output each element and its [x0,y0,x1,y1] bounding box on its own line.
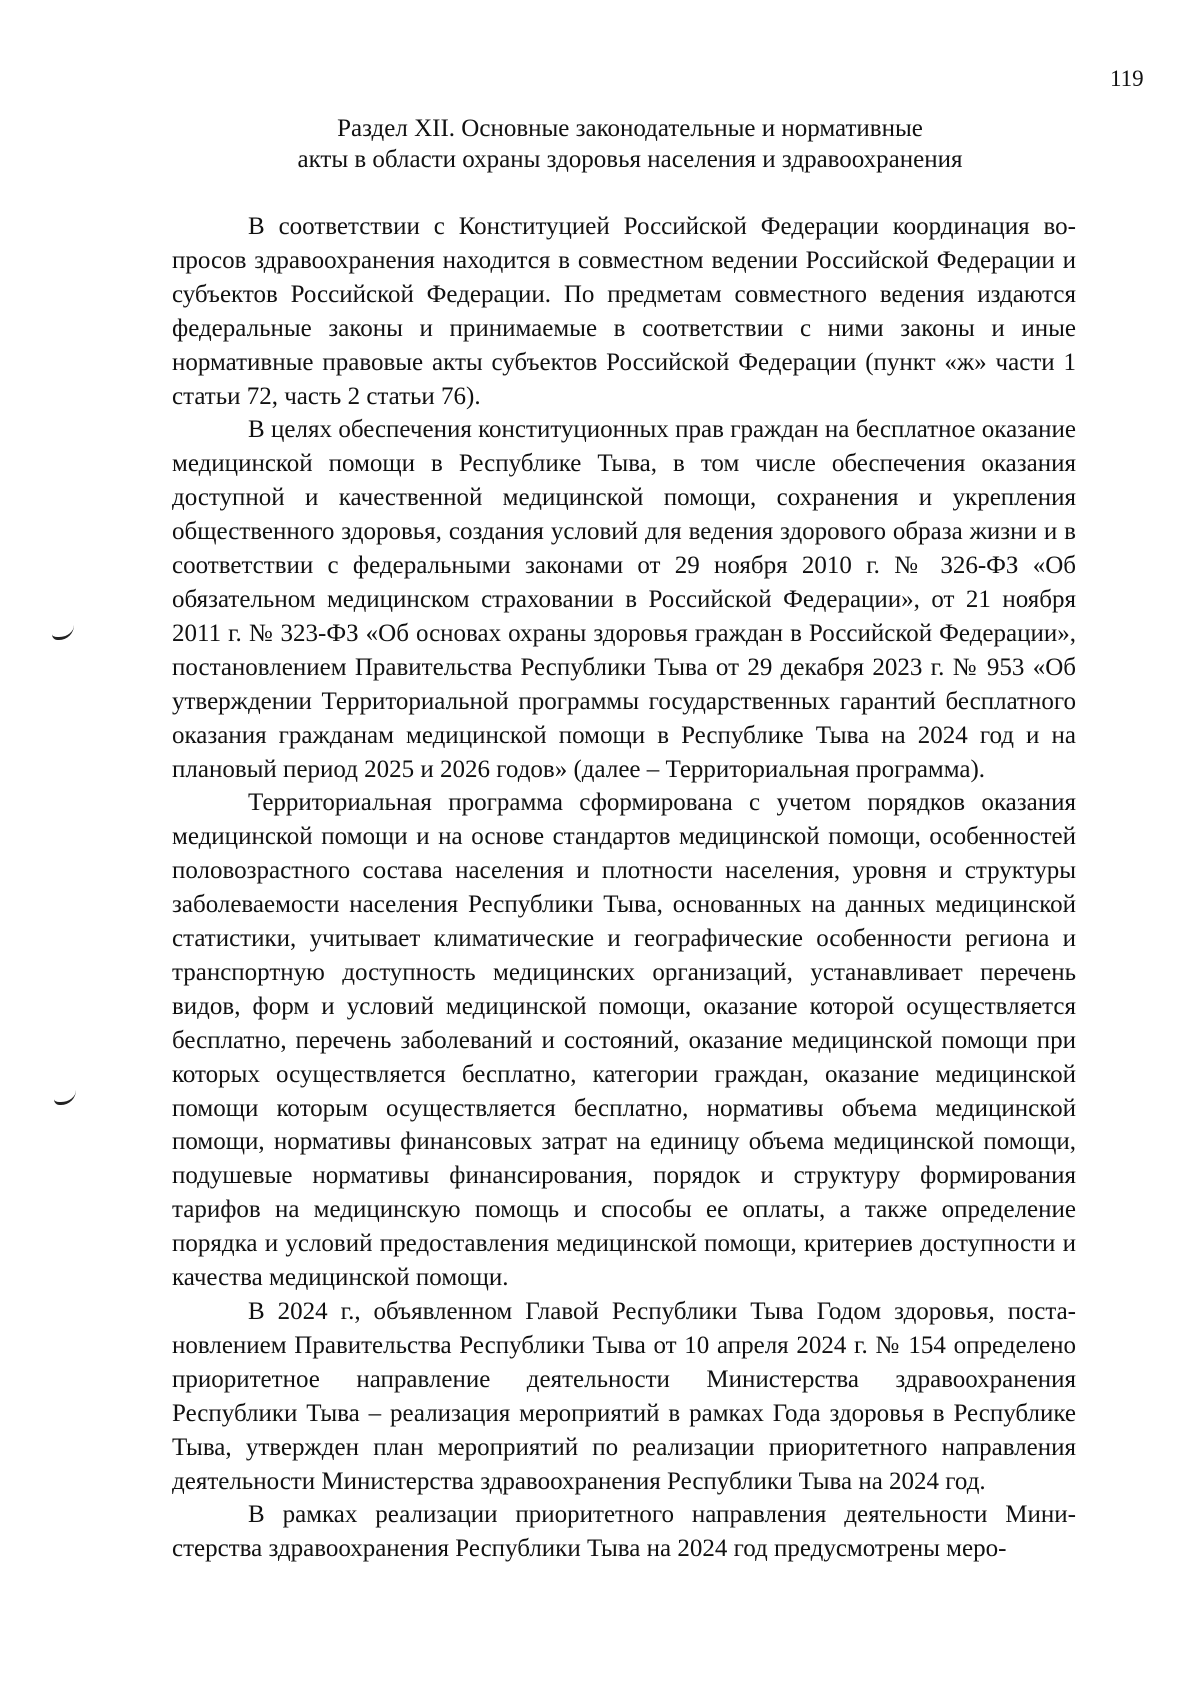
margin-tick-mark [52,625,74,640]
paragraph-1: В соответствии с Конституцией Российской Федерации координация вопросов здравоохранения находится в совместном ведении Российской Федерации и субъектов Российской Федерации. По предметам совместного ведения издаются федеральные законы и принимаемые в соответствии с ними законы и иные нормативные правовые акты субъектов Российской Федерации (пункт «ж» части 1 статьи 72, часть 2 статьи 76). [172,213,1076,410]
section-heading [180,113,1080,175]
body-text [172,210,1076,1566]
paragraph-2: В целях обеспечения конституционных прав граждан на бесплатное оказание медицинской помощи в Республике Тыва, в том числе обеспечения оказания доступной и качественной медицинской помощи, сохранения и укрепления общественного здоровья, создания условий для ведения здорового образа жизни и в соответствии с федеральными законами от 29 ноября 2010 г. № 326-ФЗ «Об обязательном медицинском страховании в Российской Федерации», от 21 ноября 2011 г. № 323-ФЗ «Об основах охраны здоровья граждан в Российской Федерации», постановлением Правительства Республики Тыва от 29 декабря 2023 г. № 953 «Об утверждении Территориальной программы государственных гарантий бесплатного оказания гражданам медицинской помощи в Республике Тыва на 2024 год и на плановый период 2025 и 2026 годов» (далее – Территориальная программа). [172,416,1076,783]
page-number: 119 [1110,66,1144,91]
paragraph-3: Территориальная программа сформирована с учетом порядков оказания медицинской помощи и на основе стандартов медицинской помощи, особенностей половозрастного состава населения и плотности населения, уровня и структуры заболеваемости населения Республики Тыва, основанных на данных медицинской статистики, учитывает климатические и географические особенности региона и транспортную доступность медицинских организаций, устанавливает перечень видов, форм и условий медицинской помощи, оказание которой осуществляется бесплатно, перечень заболеваний и состояний, оказание медицинской помощи при которых осуществляется бесплатно, категории граждан, оказание медицинской помощи которым осуществляется бесплатно, нормативы объема медицинской помощи, нормативы финансовых затрат на единицу объема медицинской помощи, подушевые нормативы финансирования, порядок и структуру формирования тарифов на медицинскую помощь и способы ее оплаты, а также определение порядка и условий предоставления медицинской помощи, критериев доступности и качества медицинской помощи. [172,789,1076,1292]
section-heading-line-1: Раздел XII. Основные законодательные и нормативные [337,115,923,142]
section-heading-line-2: акты в области охраны здоровья населения и здравоохранения [297,146,963,173]
paragraph-4: В 2024 г., объявленном Главой Республики Тыва Годом здоровья, постановлением Правительства Республики Тыва от 10 апреля 2024 г. № 154 определено приоритетное направление деятельности Министерства здравоохранения Республики Тыва – реализация мероприятий в рамках Года здоровья в Республике Тыва, утвержден план мероприятий по реализации приоритетного направления деятельности Министерства здравоохранения Республики Тыва на 2024 год. [172,1298,1076,1495]
paragraph-5: В рамках реализации приоритетного направления деятельности Министерства здравоохранения Республики Тыва на 2024 год предусмотрены меро- [172,1501,1076,1563]
margin-tick-mark [54,1090,76,1105]
